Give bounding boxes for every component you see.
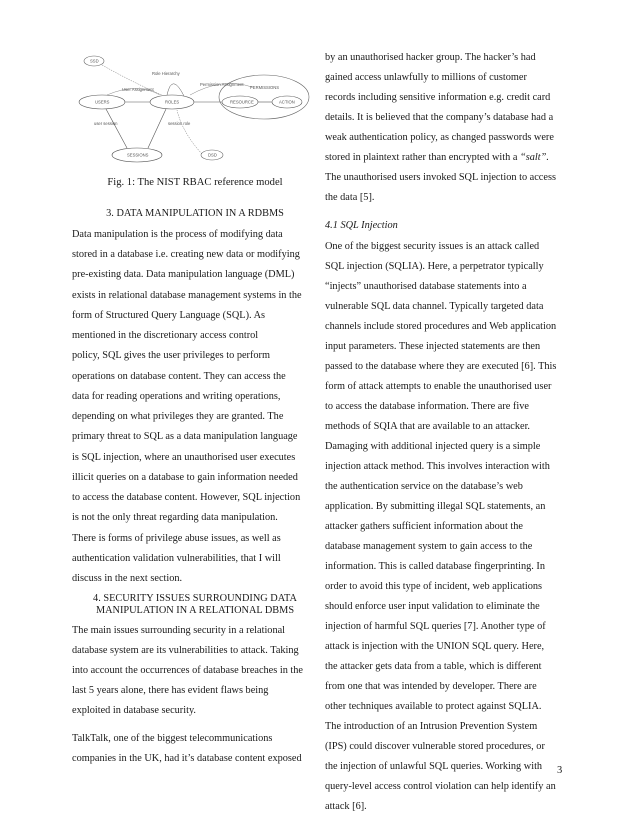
page-number: 3 (557, 765, 563, 776)
paragraph-line: discuss in the next section. (72, 573, 183, 584)
paragraph-line: authentication validation vulnerabilities, that I will (72, 553, 281, 564)
paragraph-line: order to avoid this type of incident, web applications (325, 581, 543, 592)
paragraph-line: exists in relational database management systems in the (72, 290, 302, 301)
rbac-diagram (72, 52, 312, 170)
paragraph-line: query-level access control violation can help identify an (325, 781, 556, 792)
permissions-label: PERMISSIONS (250, 85, 280, 90)
paragraph-line: to access the database information. There are five (325, 401, 529, 412)
section4-heading-line2: MANIPULATION IN A RELATIONAL DBMS (95, 605, 295, 616)
sessions-label: SESSIONS (127, 152, 149, 158)
paragraph-line: Damaging with additional injected query is a simple (325, 441, 541, 452)
resource-label: RESOURCE (230, 99, 254, 105)
salt-line-prefix: stored in plaintext rather than encrypted with a (325, 152, 521, 163)
paragraph-line: illicit queries on a database to gain information needed (72, 472, 298, 483)
paragraph-line: is SQL injection, where an unauthorised user executes (72, 452, 296, 463)
user-session-label: user session (94, 121, 118, 126)
paragraph-line: form of attack attempts to enable the unauthorised user (325, 381, 552, 392)
paragraph-line: The unauthorised users invoked SQL injection to access (325, 172, 556, 183)
paragraph-line: The introduction of an Intrusion Prevention System (325, 721, 538, 732)
roles-label: ROLES (165, 99, 180, 105)
paragraph-line: gained access unlawfully to millions of customer (325, 72, 527, 83)
paragraph-line: primary threat to SQL as a data manipulation language (72, 431, 298, 442)
paragraph-line: “injects” unauthorised database statements into a (325, 281, 527, 292)
paragraph-line: channels include stored procedures and Web application (325, 321, 557, 332)
role-hierarchy-label: Role Hierarchy (152, 71, 180, 76)
paragraph-line: injection attack method. This involves interaction with (325, 461, 550, 472)
paragraph-line: TalkTalk, one of the biggest telecommunications (72, 733, 273, 744)
paragraph-line: application. By submitting illegal SQL statements, an (325, 501, 546, 512)
paragraph-line: the data [5]. (325, 192, 375, 203)
paragraph-line: SQL injection (SQLIA). Here, a perpetrator typically (325, 261, 544, 272)
paragraph-line: Data manipulation is the process of modifying data (72, 229, 283, 240)
paragraph-line: methods of SQIA that are available to an attacker. (325, 421, 531, 432)
paragraph-line: data for reading operations and writing operations, (72, 391, 281, 402)
paragraph-line: database system are its vulnerabilities to attack. Taking (72, 645, 299, 656)
ssd-label: SSD (90, 58, 99, 64)
paragraph-line: One of the biggest security issues is an attack called (325, 241, 540, 252)
paragraph-line: injection of harmful SQL queries [7]. Another type of (325, 621, 546, 632)
paragraph-line: form of Structured Query Language (SQL). As (72, 310, 266, 321)
paragraph-line: from one that was intended by developer. There are (325, 681, 537, 692)
paragraph-line: last 5 years alone, there has evident flaws being (72, 685, 269, 696)
paragraph-line: attacker gathers sufficient information about the (325, 521, 523, 532)
paragraph-line: operations on database content. They can access the (72, 371, 286, 382)
users-label: USERS (95, 99, 110, 105)
paragraph-line: other techniques available to protect against SQLIA. (325, 701, 542, 712)
paragraph-line: input parameters. These injected statements are then (325, 341, 541, 352)
paragraph-line: the authentication service on the database’s web (325, 481, 523, 492)
paragraph-line: is not the only threat regarding data manipulation. (72, 512, 278, 523)
salt-word: “salt”. (520, 152, 549, 163)
paragraph-line: database management system to gain access to the (325, 541, 533, 552)
rbac-figure (72, 52, 312, 170)
paragraph-line: the attacker gets data from a table, which is different (325, 661, 542, 672)
section4-heading-line1: 4. SECURITY ISSUES SURROUNDING DATA (93, 593, 297, 604)
paragraph-line: stored in a database i.e. creating new data or modifying (72, 249, 300, 260)
paragraph-line: attack is injection with the UNION SQL query. Here, (325, 641, 545, 652)
permission-assignment-label: Permission Assignment (200, 82, 244, 87)
paragraph-line (325, 152, 549, 164)
paragraph-line: passed to the database where they are executed [6]. This (325, 361, 557, 372)
paragraph-line: companies in the UK, had it’s database content exposed (72, 753, 302, 764)
paragraph-line: mentioned in the discretionary access control (72, 330, 259, 341)
user-assignment-label: User Assignment (122, 87, 154, 92)
paragraph-line: details. It is believed that the company’s database had a (325, 112, 554, 123)
figure-caption: Fig. 1: The NIST RBAC reference model (107, 177, 283, 188)
paragraph-line: records including sensitive information e.g. credit card (325, 92, 551, 103)
paragraph-line: (IPS) could discover vulnerable stored procedures, or (325, 741, 545, 752)
paragraph-line: should enforce user input validation to eliminate the (325, 601, 540, 612)
paragraph-line: information. This is called database fingerprinting. In (325, 561, 545, 572)
paragraph-line: by an unauthorised hacker group. The hacker’s had (325, 52, 536, 63)
dsd-label: DSD (208, 152, 217, 158)
paragraph-line: attack [6]. (325, 801, 367, 812)
paragraph-line: depending on what privileges they are granted. The (72, 411, 284, 422)
paragraph-line: pre-existing data. Data manipulation language (DML) (72, 269, 295, 280)
paragraph-line: There is forms of privilege abuse issues, as well as (72, 533, 281, 544)
session-role-label: session role (168, 121, 191, 126)
section3-heading: 3. DATA MANIPULATION IN A RDBMS (106, 208, 284, 219)
paragraph-line: exploited in database security. (72, 705, 196, 716)
paragraph-line: the injection of unlawful SQL queries. Working with (325, 761, 543, 772)
paragraph-line: policy, SQL gives the user privileges to perform (72, 350, 270, 361)
paragraph-line: into account the occurrences of database breaches in the (72, 665, 303, 676)
subsection-heading: 4.1 SQL Injection (325, 220, 398, 231)
paragraph-line: The main issues surrounding security in a relational (72, 625, 286, 636)
paragraph-line: vulnerable SQL data channel. Typically targeted data (325, 301, 544, 312)
paragraph-line: to access the database content. However, SQL injection (72, 492, 301, 503)
action-label: ACTION (279, 99, 295, 105)
paragraph-line: weak authentication policy, as changed passwords were (325, 132, 554, 143)
